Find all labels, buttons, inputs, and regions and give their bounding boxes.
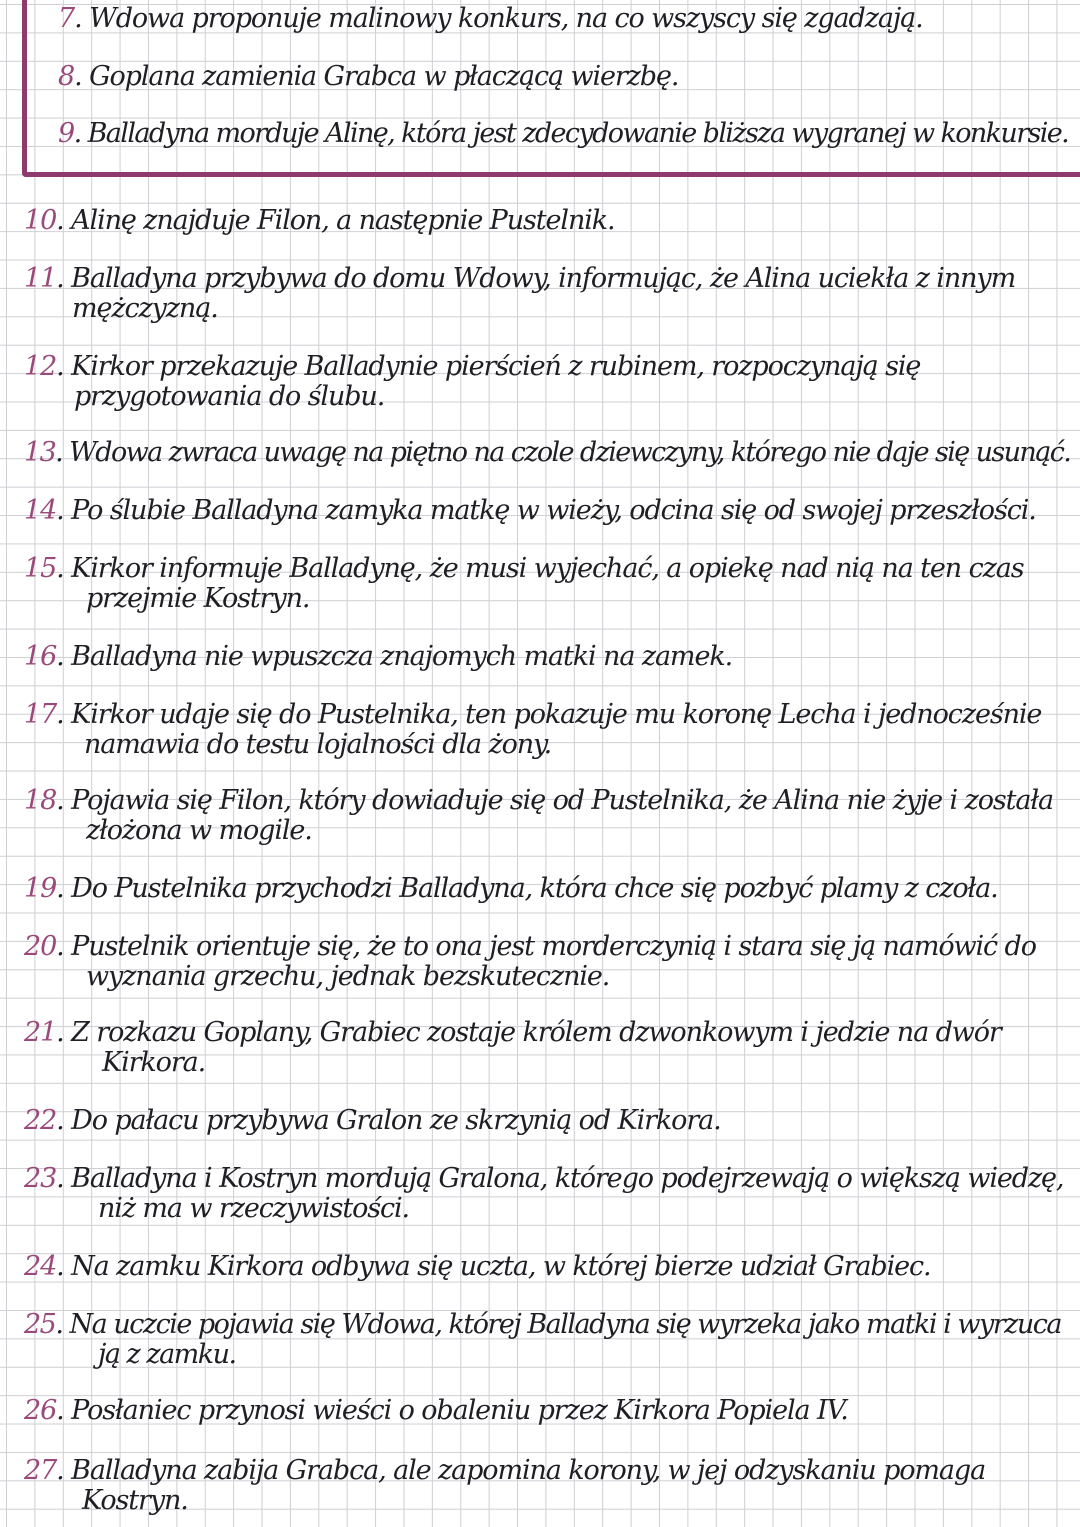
item-text: Do Pustelnika przychodzi Balladyna, która chce się pozbyć plamy z czoła. xyxy=(71,873,998,904)
item-number: 22 xyxy=(24,1105,57,1136)
item-number: 13 xyxy=(24,437,56,468)
list-item: 12. Kirkor przekazuje Balladynie pierścień z rubinem, rozpoczynają się przygotowania do ślubu. xyxy=(24,351,921,412)
list-item: 22. Do pałacu przybywa Gralon ze skrzynią od Kirkora. xyxy=(24,1105,721,1136)
item-text: Balladyna przybywa do domu Wdowy, informując, że Alina uciekła z innym xyxy=(71,263,1016,294)
list-item: 24. Na zamku Kirkora odbywa się uczta, w której bierze udział Grabiec. xyxy=(24,1251,931,1282)
list-item: 13. Wdowa zwraca uwagę na piętno na czole dziewczyny, którego nie daje się usunąć. xyxy=(24,437,1071,468)
item-number: 17 xyxy=(24,699,57,730)
item-text-continued: niż ma w rzeczywistości. xyxy=(98,1193,410,1224)
item-text: Po ślubie Balladyna zamyka matkę w wieży, odcina się od swojej przeszłości. xyxy=(71,495,1036,526)
list-item: 19. Do Pustelnika przychodzi Balladyna, która chce się pozbyć plamy z czoła. xyxy=(24,873,998,904)
item-number: 25 xyxy=(24,1309,56,1340)
item-number: 21 xyxy=(24,1017,57,1048)
list-item: 27. Balladyna zabija Grabca, ale zapomina korony, w jej odzyskaniu pomaga Kostryn. xyxy=(24,1455,986,1516)
item-number: 10 xyxy=(24,205,57,236)
item-number: 19 xyxy=(24,873,57,904)
item-text-continued: mężczyzną. xyxy=(72,293,218,324)
item-text-continued: wyznania grzechu, jednak bezskutecznie. xyxy=(86,961,610,992)
list-item: 23. Balladyna i Kostryn mordują Gralona, którego podejrzewają o większą wiedzę, niż ma w rzeczywistości. xyxy=(24,1163,1064,1224)
item-number: 9 xyxy=(58,118,74,149)
item-text: Balladyna zabija Grabca, ale zapomina korony, w jej odzyskaniu pomaga xyxy=(71,1455,986,1486)
list-item: 11. Balladyna przybywa do domu Wdowy, informując, że Alina uciekła z innym mężczyzną. xyxy=(24,263,1016,324)
item-number: 18 xyxy=(24,785,57,816)
item-number: 16 xyxy=(24,641,57,672)
item-text: Na uczcie pojawia się Wdowa, której Balladyna się wyrzeka jako matki i wyrzuca xyxy=(69,1309,1061,1340)
item-text: Pojawia się Filon, który dowiaduje się od Pustelnika, że Alina nie żyje i została xyxy=(71,785,1053,816)
item-number: 14 xyxy=(24,495,57,526)
list-item: 25. Na uczcie pojawia się Wdowa, której Balladyna się wyrzeka jako matki i wyrzuca ją z zamku. xyxy=(24,1309,1061,1370)
item-text: Wdowa zwraca uwagę na piętno na czole dziewczyny, którego nie daje się usunąć. xyxy=(69,437,1071,468)
item-text: Balladyna morduje Alinę, która jest zdecydowanie bliższa wygranej w konkursie. xyxy=(87,118,1069,149)
item-text: Balladyna i Kostryn mordują Gralona, którego podejrzewają o większą wiedzę, xyxy=(71,1163,1064,1194)
item-number: 26 xyxy=(24,1395,57,1426)
item-number: 12 xyxy=(24,351,57,382)
item-text: Pustelnik orientuje się, że to ona jest morderczynią i stara się ją namówić do xyxy=(71,931,1036,962)
item-text-continued: namawia do testu lojalności dla żony. xyxy=(84,729,552,760)
list-item: 8. Goplana zamienia Grabca w płaczącą wierzbę. xyxy=(58,61,679,92)
item-text: Kirkor informuje Balladynę, że musi wyjechać, a opiekę nad nią na ten czas xyxy=(71,553,1024,584)
item-number: 8 xyxy=(58,61,75,92)
item-number: 27 xyxy=(24,1455,57,1486)
item-text: Na zamku Kirkora odbywa się uczta, w której bierze udział Grabiec. xyxy=(71,1251,931,1282)
list-item: 21. Z rozkazu Goplany, Grabiec zostaje królem dzwonkowym i jedzie na dwór Kirkora. xyxy=(24,1017,1001,1078)
item-text-continued: przejmie Kostryn. xyxy=(86,583,310,614)
item-text-continued: ją z zamku. xyxy=(98,1339,236,1370)
list-item: 16. Balladyna nie wpuszcza znajomych matki na zamek. xyxy=(24,641,733,672)
list-item: 15. Kirkor informuje Balladynę, że musi wyjechać, a opiekę nad nią na ten czas przejmie Kostryn. xyxy=(24,553,1024,614)
list-item: 7. Wdowa proponuje malinowy konkurs, na co wszyscy się zgadzają. xyxy=(58,3,923,34)
item-number: 15 xyxy=(24,553,57,584)
item-text: Goplana zamienia Grabca w płaczącą wierzbę. xyxy=(89,61,679,92)
list-item: 14. Po ślubie Balladyna zamyka matkę w wieży, odcina się od swojej przeszłości. xyxy=(24,495,1036,526)
item-text: Z rozkazu Goplany, Grabiec zostaje królem dzwonkowym i jedzie na dwór xyxy=(71,1017,1001,1048)
item-text: Alinę znajduje Filon, a następnie Pustelnik. xyxy=(71,205,615,236)
list-item: 10. Alinę znajduje Filon, a następnie Pustelnik. xyxy=(24,205,615,236)
item-text-continued: Kostryn. xyxy=(82,1485,188,1516)
item-text: Posłaniec przynosi wieści o obaleniu przez Kirkora Popiela IV. xyxy=(71,1395,848,1426)
item-number: 7 xyxy=(58,3,75,34)
list-item: 26. Posłaniec przynosi wieści o obaleniu przez Kirkora Popiela IV. xyxy=(24,1395,848,1426)
item-text: Wdowa proponuje malinowy konkurs, na co wszyscy się zgadzają. xyxy=(89,3,923,34)
item-text-continued: złożona w mogile. xyxy=(86,815,312,846)
item-number: 24 xyxy=(24,1251,57,1282)
item-text-continued: przygotowania do ślubu. xyxy=(74,381,385,412)
item-number: 20 xyxy=(24,931,57,962)
list-item: 17. Kirkor udaje się do Pustelnika, ten pokazuje mu koronę Lecha i jednocześnie namawia do testu lojalności dla żony. xyxy=(24,699,1042,760)
item-number: 23 xyxy=(24,1163,57,1194)
item-text: Balladyna nie wpuszcza znajomych matki na zamek. xyxy=(71,641,733,672)
list-item: 18. Pojawia się Filon, który dowiaduje się od Pustelnika, że Alina nie żyje i została złożona w mogile. xyxy=(24,785,1053,846)
item-text: Kirkor udaje się do Pustelnika, ten pokazuje mu koronę Lecha i jednocześnie xyxy=(71,699,1042,730)
item-text: Kirkor przekazuje Balladynie pierścień z rubinem, rozpoczynają się xyxy=(71,351,921,382)
item-text-continued: Kirkora. xyxy=(102,1047,206,1078)
item-number: 11 xyxy=(24,263,57,294)
list-item: 9. Balladyna morduje Alinę, która jest zdecydowanie bliższa wygranej w konkursie. xyxy=(58,118,1069,149)
item-text: Do pałacu przybywa Gralon ze skrzynią od Kirkora. xyxy=(71,1105,721,1136)
list-item: 20. Pustelnik orientuje się, że to ona jest morderczynią i stara się ją namówić do wyznania grzechu, jednak bezskutecznie. xyxy=(24,931,1036,992)
